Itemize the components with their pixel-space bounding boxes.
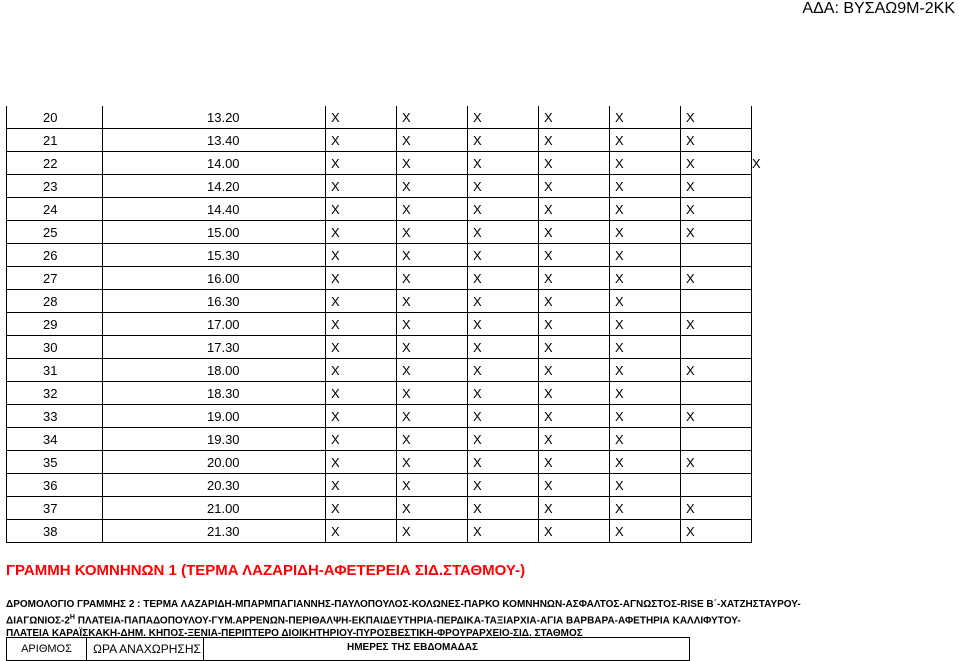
day-mark: X	[681, 129, 752, 152]
empty-cell	[822, 497, 863, 520]
day-mark: X	[326, 152, 397, 175]
row-time: 15.30	[103, 244, 326, 267]
day-mark: X	[610, 474, 681, 497]
day-mark: X	[397, 290, 468, 313]
header-days: ΗΜΕΡΕΣ ΤΗΣ ΕΒΔΟΜΑΔΑΣ	[347, 642, 479, 653]
day-mark: X	[326, 290, 397, 313]
row-number: 38	[7, 520, 103, 543]
empty-cell	[822, 520, 863, 543]
day-mark: X	[681, 175, 752, 198]
day-mark: X	[326, 106, 397, 129]
table-row	[7, 428, 863, 451]
day-mark: X	[397, 359, 468, 382]
day-mark: X	[610, 497, 681, 520]
row-time: 14.00	[103, 152, 326, 175]
day-mark: X	[468, 520, 539, 543]
route-line-2: ΔΙΑΓΩΝΙΟΣ-$2^H$ ΠΛΑΤΕΙΑ-ΠΑΠΑΔΟΠΟΥΛΟΥ-ΓΥΜ.ΑΡΡΕΝΩΝ-ΠΕΡΙΘΑΛΨΗ-ΕΚΠΑΙΔΕΥΤΗΡΙΑ-ΠΕΡΔΙΚΑ-ΤΑΞΙΑΡΧΙΑ-ΑΓΙΑ ΒΑΡΒΑΡΑ-ΑΦΕΤΗΡΙΑ ΚΑΛΛΙΦΥΤΟΥ-	[6, 614, 741, 627]
day-mark: X	[397, 336, 468, 359]
day-mark	[752, 106, 823, 129]
row-time: 20.00	[103, 451, 326, 474]
day-mark: X	[539, 106, 610, 129]
day-mark: X	[681, 267, 752, 290]
day-mark: X	[610, 336, 681, 359]
day-mark	[752, 382, 823, 405]
section-title: ΓΡΑΜΜΗ ΚΟΜΝΗΝΩΝ 1 (ΤΕΡΜΑ ΛΑΖΑΡΙΔΗ-ΑΦΕΤΕΡΕΙΑ ΣΙΔ.ΣΤΑΘΜΟΥ-)	[6, 562, 526, 579]
day-mark: X	[539, 382, 610, 405]
empty-cell	[822, 198, 863, 221]
day-mark: X	[539, 244, 610, 267]
day-mark: X	[539, 428, 610, 451]
day-mark: X	[397, 267, 468, 290]
table-row	[7, 405, 863, 428]
empty-cell	[822, 129, 863, 152]
table-header	[6, 637, 690, 661]
day-mark: X	[681, 221, 752, 244]
row-time: 13.20	[103, 106, 326, 129]
day-mark	[752, 497, 823, 520]
day-mark: X	[610, 221, 681, 244]
day-mark: X	[610, 198, 681, 221]
row-number: 37	[7, 497, 103, 520]
day-mark: X	[468, 474, 539, 497]
table-row	[7, 359, 863, 382]
empty-cell	[822, 175, 863, 198]
day-mark: X	[539, 405, 610, 428]
day-mark: X	[397, 474, 468, 497]
row-number: 20	[7, 106, 103, 129]
day-mark: X	[539, 359, 610, 382]
day-mark	[681, 474, 752, 497]
day-mark: X	[539, 497, 610, 520]
row-time: 19.30	[103, 428, 326, 451]
header-departure: ΩΡΑ ΑΝΑΧΩΡΗΣΗΣ	[87, 638, 204, 660]
day-mark: X	[610, 290, 681, 313]
day-mark: X	[326, 474, 397, 497]
day-mark: X	[468, 267, 539, 290]
day-mark: X	[681, 451, 752, 474]
route-description	[6, 598, 956, 640]
table-row	[7, 313, 863, 336]
day-mark: X	[610, 129, 681, 152]
row-time: 19.00	[103, 405, 326, 428]
row-time: 18.00	[103, 359, 326, 382]
day-mark: X	[468, 497, 539, 520]
table-row	[7, 520, 863, 543]
table-row	[7, 106, 863, 129]
row-time: 13.40	[103, 129, 326, 152]
ada-code: ΑΔΑ: ΒΥΣΑΩ9Μ-2ΚΚ	[802, 0, 955, 17]
day-mark: X	[610, 382, 681, 405]
day-mark: X	[539, 198, 610, 221]
row-number: 33	[7, 405, 103, 428]
day-mark: X	[397, 520, 468, 543]
table-row	[7, 152, 863, 175]
day-mark	[752, 405, 823, 428]
day-mark: X	[539, 221, 610, 244]
route-line-3: ΠΛΑΤΕΙΑ ΚΑΡΑΪΣΚΑΚΗ-ΔΗΜ. ΚΗΠΟΣ-ΞΕΝΙΑ-ΠΕΡΙΠΤΕΡΟ ΔΙΟΙΚΗΤΗΡΙΟΥ-ΠΥΡΟΣΒΕΣΤΙΚΗ-ΦΡΟΥΡΑΡΧΕΙΟ-ΣΙΔ. ΣΤΑΘΜΟΣ	[6, 628, 583, 640]
table-row	[7, 244, 863, 267]
empty-cell	[822, 382, 863, 405]
day-mark: X	[681, 520, 752, 543]
day-mark: X	[539, 152, 610, 175]
day-mark: X	[397, 405, 468, 428]
day-mark: X	[610, 405, 681, 428]
row-number: 21	[7, 129, 103, 152]
day-mark: X	[468, 106, 539, 129]
day-mark: X	[610, 428, 681, 451]
day-mark: X	[610, 520, 681, 543]
table-row	[7, 175, 863, 198]
row-time: 14.20	[103, 175, 326, 198]
header-number: ΑΡΙΘΜΟΣ	[7, 638, 87, 660]
day-mark	[752, 474, 823, 497]
day-mark: X	[610, 175, 681, 198]
day-mark: X	[681, 359, 752, 382]
day-mark	[752, 198, 823, 221]
day-mark	[752, 290, 823, 313]
table-row	[7, 336, 863, 359]
row-number: 25	[7, 221, 103, 244]
row-time: 15.00	[103, 221, 326, 244]
day-mark: X	[326, 244, 397, 267]
table-row	[7, 221, 863, 244]
empty-cell	[822, 152, 863, 175]
day-mark: X	[326, 175, 397, 198]
day-mark: X	[681, 313, 752, 336]
day-mark: X	[681, 497, 752, 520]
day-mark	[752, 267, 823, 290]
day-mark	[752, 313, 823, 336]
empty-cell	[822, 244, 863, 267]
schedule-table	[6, 106, 863, 543]
table-row	[7, 267, 863, 290]
table-row	[7, 451, 863, 474]
table-row	[7, 497, 863, 520]
row-number: 32	[7, 382, 103, 405]
day-mark: X	[397, 106, 468, 129]
day-mark	[752, 428, 823, 451]
row-time: 14.40	[103, 198, 326, 221]
day-mark: X	[752, 152, 823, 175]
day-mark	[681, 428, 752, 451]
day-mark: X	[681, 198, 752, 221]
day-mark: X	[468, 313, 539, 336]
row-number: 36	[7, 474, 103, 497]
empty-cell	[822, 336, 863, 359]
day-mark: X	[397, 152, 468, 175]
day-mark: X	[397, 313, 468, 336]
day-mark: X	[397, 382, 468, 405]
day-mark: X	[610, 267, 681, 290]
day-mark: X	[397, 244, 468, 267]
day-mark: X	[468, 152, 539, 175]
row-time: 16.00	[103, 267, 326, 290]
day-mark: X	[326, 198, 397, 221]
empty-cell	[822, 221, 863, 244]
table-row	[7, 382, 863, 405]
day-mark: X	[397, 428, 468, 451]
table-row	[7, 290, 863, 313]
day-mark	[752, 221, 823, 244]
empty-cell	[822, 474, 863, 497]
day-mark: X	[397, 451, 468, 474]
empty-cell	[822, 451, 863, 474]
row-number: 34	[7, 428, 103, 451]
row-number: 30	[7, 336, 103, 359]
row-number: 35	[7, 451, 103, 474]
day-mark: X	[610, 313, 681, 336]
day-mark: X	[326, 382, 397, 405]
day-mark: X	[610, 359, 681, 382]
day-mark	[681, 382, 752, 405]
day-mark: X	[681, 152, 752, 175]
day-mark: X	[468, 336, 539, 359]
empty-cell	[822, 267, 863, 290]
day-mark: X	[326, 221, 397, 244]
day-mark	[752, 129, 823, 152]
row-number: 24	[7, 198, 103, 221]
day-mark: X	[468, 221, 539, 244]
row-time: 17.00	[103, 313, 326, 336]
day-mark	[681, 244, 752, 267]
day-mark: X	[397, 198, 468, 221]
day-mark: X	[468, 405, 539, 428]
empty-cell	[822, 313, 863, 336]
day-mark: X	[468, 244, 539, 267]
day-mark: X	[539, 474, 610, 497]
day-mark: X	[468, 451, 539, 474]
day-mark: X	[326, 520, 397, 543]
day-mark: X	[539, 451, 610, 474]
empty-cell	[822, 359, 863, 382]
row-number: 26	[7, 244, 103, 267]
day-mark	[681, 290, 752, 313]
day-mark: X	[539, 336, 610, 359]
day-mark	[752, 520, 823, 543]
day-mark	[752, 244, 823, 267]
row-number: 27	[7, 267, 103, 290]
day-mark: X	[610, 106, 681, 129]
empty-cell	[822, 428, 863, 451]
day-mark: X	[397, 129, 468, 152]
day-mark: X	[326, 451, 397, 474]
empty-cell	[822, 106, 863, 129]
day-mark: X	[468, 382, 539, 405]
route-line-1: ΔΡΟΜΟΛΟΓΙΟ ΓΡΑΜΜΗΣ 2 : ΤΕΡΜΑ ΛΑΖΑΡΙΔΗ-ΜΠΑΡΜΠΑΓΙΑΝΝΗΣ-ΠΑΥΛΟΠΟΥΛΟΣ-ΚΟΛΩΝΕΣ-ΠΑΡΚΟ ΚΟΜΝΗΝΩΝ-ΑΣΦΑΛΤΟΣ-ΑΓΝΩΣΤΟΣ-RISE Β΄-ΧΑΤΖΗΣΤΑΥΡΟΥ-	[6, 599, 801, 610]
row-time: 17.30	[103, 336, 326, 359]
row-number: 22	[7, 152, 103, 175]
row-number: 31	[7, 359, 103, 382]
day-mark: X	[681, 405, 752, 428]
day-mark: X	[539, 175, 610, 198]
empty-cell	[822, 405, 863, 428]
table-row	[7, 198, 863, 221]
day-mark: X	[468, 198, 539, 221]
day-mark: X	[397, 221, 468, 244]
day-mark: X	[326, 359, 397, 382]
row-number: 29	[7, 313, 103, 336]
row-time: 21.00	[103, 497, 326, 520]
row-time: 18.30	[103, 382, 326, 405]
empty-cell	[822, 290, 863, 313]
day-mark	[752, 336, 823, 359]
day-mark: X	[539, 313, 610, 336]
day-mark	[752, 451, 823, 474]
day-mark: X	[539, 520, 610, 543]
day-mark: X	[468, 129, 539, 152]
day-mark: X	[610, 152, 681, 175]
row-time: 20.30	[103, 474, 326, 497]
day-mark: X	[681, 106, 752, 129]
day-mark	[752, 359, 823, 382]
row-time: 21.30	[103, 520, 326, 543]
day-mark: X	[539, 129, 610, 152]
table-row	[7, 474, 863, 497]
day-mark: X	[610, 244, 681, 267]
day-mark: X	[326, 428, 397, 451]
row-number: 23	[7, 175, 103, 198]
row-time: 16.30	[103, 290, 326, 313]
day-mark: X	[610, 451, 681, 474]
day-mark: X	[326, 497, 397, 520]
table-row	[7, 129, 863, 152]
day-mark: X	[397, 497, 468, 520]
day-mark: X	[468, 359, 539, 382]
day-mark: X	[468, 428, 539, 451]
row-number: 28	[7, 290, 103, 313]
day-mark: X	[326, 267, 397, 290]
day-mark: X	[468, 175, 539, 198]
day-mark: X	[397, 175, 468, 198]
day-mark: X	[539, 267, 610, 290]
day-mark: X	[468, 290, 539, 313]
day-mark: X	[326, 405, 397, 428]
day-mark: X	[326, 336, 397, 359]
day-mark: X	[326, 129, 397, 152]
day-mark	[681, 336, 752, 359]
day-mark	[752, 175, 823, 198]
day-mark: X	[326, 313, 397, 336]
day-mark: X	[539, 290, 610, 313]
